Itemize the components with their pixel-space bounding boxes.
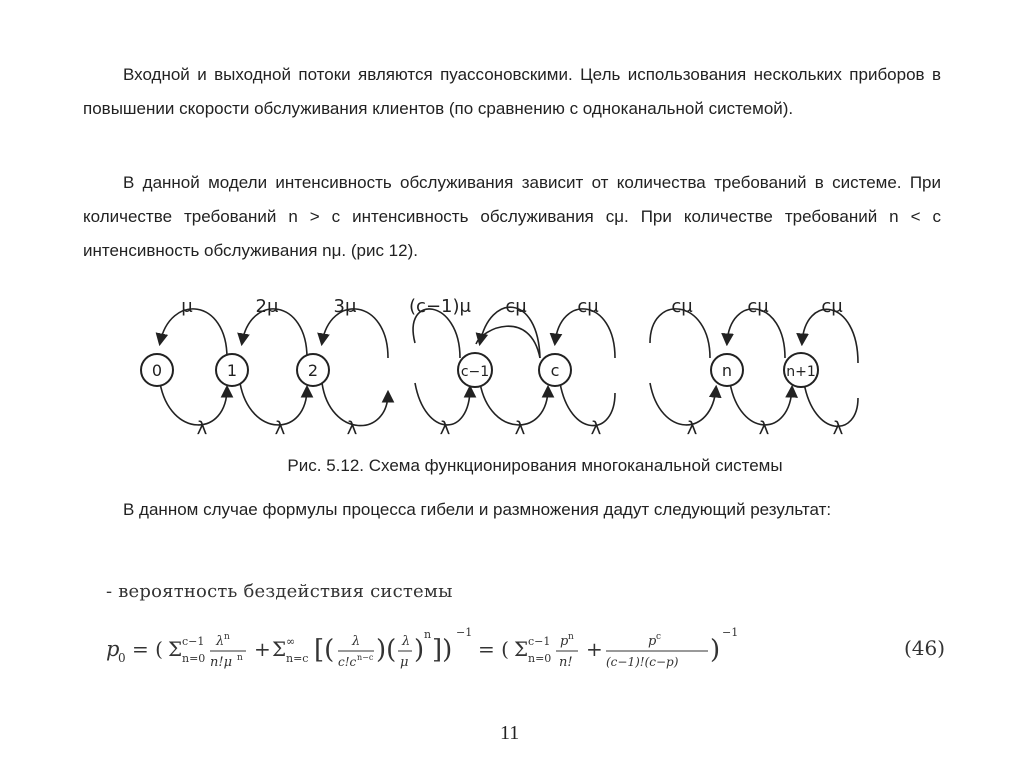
svg-text:n=c: n=c <box>286 652 309 665</box>
page-number: 11 <box>500 722 520 744</box>
paragraph-3 <box>83 493 941 527</box>
svg-text:+: + <box>586 637 603 661</box>
node-1 <box>216 354 248 386</box>
rate-label-bottom: λ <box>196 418 208 439</box>
svg-text:= (: = ( <box>478 637 509 661</box>
rate-label-top: μ <box>181 296 193 317</box>
svg-text:n!: n! <box>559 655 573 670</box>
svg-text:n: n <box>224 632 230 642</box>
formula-heading: - вероятность бездействия системы <box>106 581 453 602</box>
svg-text:n=0: n=0 <box>528 652 552 665</box>
svg-text:c: c <box>656 632 662 642</box>
rate-label-bottom: λ <box>514 418 526 439</box>
paragraph-1 <box>83 58 941 126</box>
state-transition-diagram <box>130 288 870 448</box>
rate-label-bottom: λ <box>274 418 286 439</box>
rate-label-bottom: λ <box>439 418 451 439</box>
svg-text:Σ: Σ <box>514 637 529 661</box>
node-c-minus-1 <box>458 353 492 387</box>
svg-text:): ) <box>710 635 721 665</box>
node-0-label: 0 <box>151 361 163 380</box>
node-1-label: 1 <box>226 361 238 380</box>
svg-text:−1: −1 <box>456 626 473 639</box>
svg-text:λ: λ <box>216 634 225 649</box>
node-n-plus-1-label: n+1 <box>786 364 816 380</box>
rate-label-top: cμ <box>505 296 527 317</box>
rate-label-top: cμ <box>577 296 599 317</box>
svg-text:n=0: n=0 <box>182 652 206 665</box>
formula-lhs-sub: 0 <box>118 651 126 665</box>
rate-label-top: cμ <box>747 296 769 317</box>
rate-label-top: cμ <box>821 296 843 317</box>
svg-text:Σ: Σ <box>272 637 287 661</box>
svg-text:λ: λ <box>352 634 361 649</box>
paragraph-2 <box>83 166 941 268</box>
svg-text:+: + <box>254 637 271 661</box>
svg-text:[(: [( <box>314 635 335 665</box>
svg-text:Σ: Σ <box>168 637 183 661</box>
rate-label-top: 3μ <box>333 296 357 317</box>
rate-label-bottom: λ <box>832 418 844 439</box>
node-n-plus-1 <box>784 353 818 387</box>
svg-text:n: n <box>568 632 574 642</box>
rate-label-top: 2μ <box>255 296 279 317</box>
svg-text:c−1: c−1 <box>182 635 205 648</box>
paragraph-3-text: В данном случае формулы процесса гибели и размножения дадут следующий результат: <box>123 500 832 519</box>
svg-text:= (: = ( <box>132 637 163 661</box>
svg-text:n: n <box>237 653 243 663</box>
formula-lhs: p <box>106 637 120 661</box>
node-n <box>711 354 743 386</box>
svg-text:(c−1)!(c−p): (c−1)!(c−p) <box>606 655 679 669</box>
rate-label-bottom: λ <box>346 418 358 439</box>
idle-probability-formula <box>104 618 764 680</box>
svg-text:−1: −1 <box>722 626 739 639</box>
rate-label-top: cμ <box>671 296 693 317</box>
node-c <box>539 354 571 386</box>
paragraph-2-text: В данной модели интенсивность обслуживания зависит от количества требований в системе. При количестве требований n > c интенсивность обслуживания cμ. При количестве требований n < c интенсивность обслуживания nμ. (рис 12). <box>83 173 941 260</box>
svg-text:n!μ: n!μ <box>210 655 233 670</box>
rate-label-bottom: λ <box>590 418 602 439</box>
node-c-minus-1-label: c−1 <box>460 364 490 380</box>
rate-label-bottom: λ <box>758 418 770 439</box>
equation-number: (46) <box>904 636 946 660</box>
svg-text:λ: λ <box>402 634 411 649</box>
node-2 <box>297 354 329 386</box>
svg-text:∞: ∞ <box>286 635 296 648</box>
rate-label-top: (c−1)μ <box>409 296 471 317</box>
svg-text:p: p <box>560 634 569 649</box>
svg-text:]): ]) <box>432 635 453 665</box>
svg-text:n−c: n−c <box>357 653 374 662</box>
node-0 <box>141 354 173 386</box>
svg-text:μ: μ <box>400 655 409 670</box>
rate-label-bottom: λ <box>686 418 698 439</box>
svg-text:p: p <box>648 634 657 649</box>
svg-text:n: n <box>424 628 432 641</box>
svg-text:c−1: c−1 <box>528 635 551 648</box>
node-n-label: n <box>721 361 733 380</box>
svg-text:c!c: c!c <box>338 655 357 669</box>
svg-text:): ) <box>414 635 425 665</box>
svg-text:)(: )( <box>376 635 397 665</box>
node-2-label: 2 <box>307 361 319 380</box>
paragraph-1-text: Входной и выходной потоки являются пуассоновскими. Цель использования нескольких приборов в повышении скорости обслуживания клиентов (по сравнению с одноканальной системой). <box>83 65 941 118</box>
node-c-label: c <box>550 361 560 380</box>
figure-caption: Рис. 5.12. Схема функционирования многоканальной системы <box>287 456 783 475</box>
